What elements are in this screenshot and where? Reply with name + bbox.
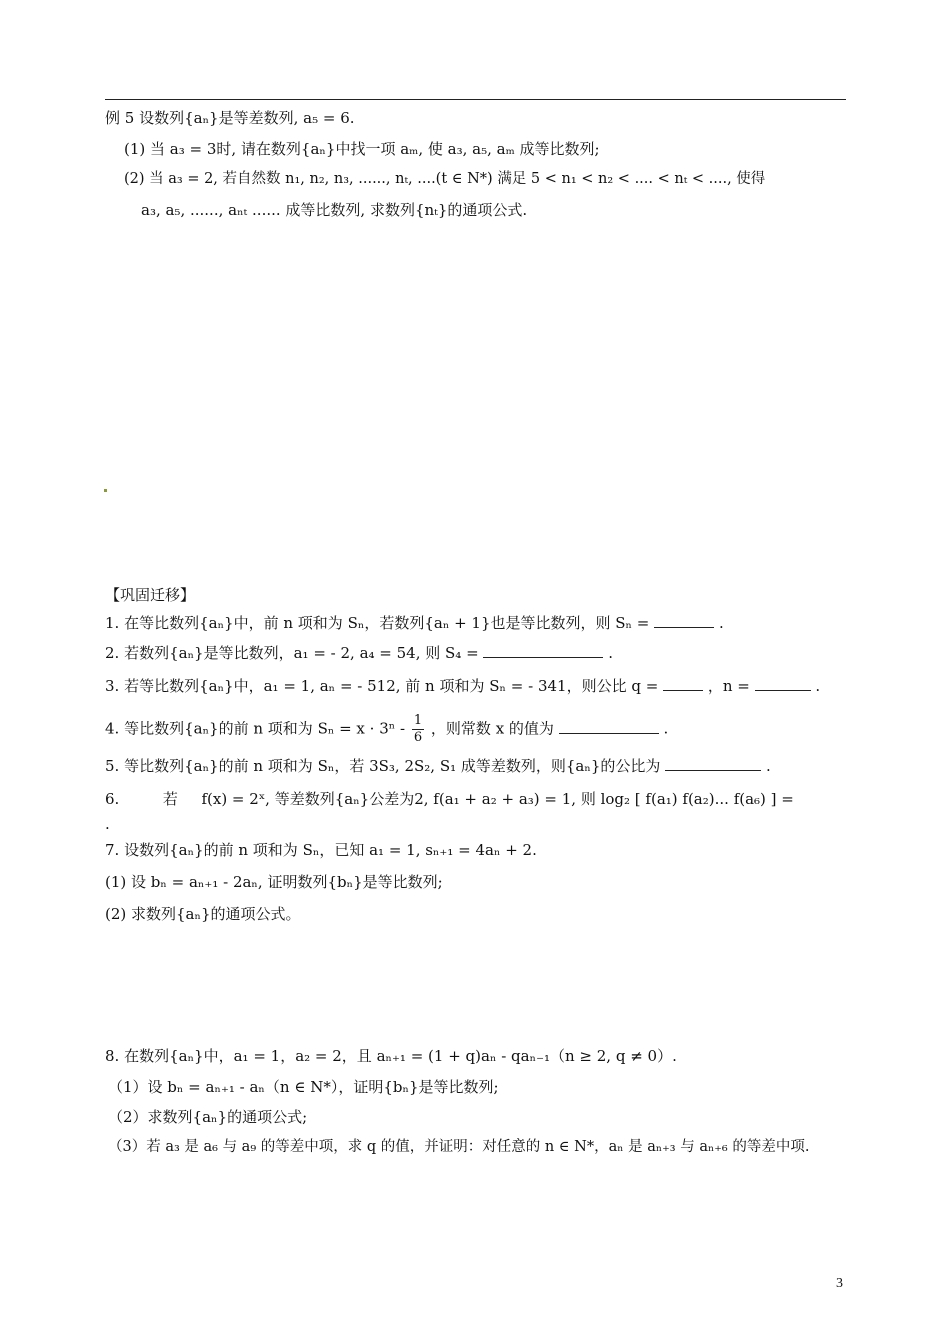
question-8: 8. 在数列{aₙ}中，a₁ = 1，a₂ = 2，且 aₙ₊₁ = (1 + q)aₙ - qaₙ₋₁（n ≥ 2, q ≠ 0）. <box>105 1047 677 1065</box>
question-7-part2: (2) 求数列{aₙ}的通项公式。 <box>105 905 301 923</box>
question-7-part1: (1) 设 bₙ = aₙ₊₁ - 2aₙ, 证明数列{bₙ}是等比数列; <box>105 873 443 891</box>
question-6-end: . <box>105 815 110 833</box>
answer-blank <box>483 643 603 658</box>
question-6-body: f(x) = 2ˣ, 等差数列{aₙ}公差为2, f(a₁ + a₂ + a₃) = 1, 则 log₂ [ f(a₁) f(a₂)... f(a₆) ] = <box>201 790 794 808</box>
question-7: 7. 设数列{aₙ}的前 n 项和为 Sₙ，已知 a₁ = 1, sₙ₊₁ = 4aₙ + 2. <box>105 841 537 859</box>
question-6-ruo: 若 <box>162 790 178 808</box>
question-3-end: . <box>815 677 821 695</box>
answer-blank <box>559 719 659 734</box>
section-heading: 【巩固迁移】 <box>105 586 196 604</box>
fraction <box>412 713 424 746</box>
question-6 <box>105 789 794 809</box>
question-5 <box>105 756 771 776</box>
question-4 <box>105 713 668 746</box>
question-8-part1: （1）设 bₙ = aₙ₊₁ - aₙ（n ∈ N*），证明{bₙ}是等比数列; <box>108 1078 499 1096</box>
question-1-end: . <box>718 614 724 632</box>
question-3-text: 3. 若等比数列{aₙ}中，a₁ = 1, aₙ = - 512, 前 n 项和为 Sₙ = - 341，则公比 q = <box>105 677 659 695</box>
question-6-number: 6. <box>105 790 120 808</box>
example5-title: 例 5 设数列{aₙ}是等差数列, a₅ = 6. <box>105 109 355 127</box>
question-3-mid: ，n = <box>707 677 750 695</box>
question-3 <box>105 676 820 696</box>
question-1 <box>105 613 724 633</box>
example5-part2-line1: (2) 当 a₃ = 2, 若自然数 n₁, n₂, n₃, ......, nₜ, ....(t ∈ N*) 满足 5 < n₁ < n₂ < .... < nₜ < ...., 使得 <box>124 171 766 187</box>
fraction-denominator: 6 <box>413 730 423 745</box>
stray-mark <box>104 489 107 492</box>
header-rule <box>105 99 846 100</box>
question-8-part3: （3）若 a₃ 是 a₆ 与 a₉ 的等差中项，求 q 的值，并证明：对任意的 n ∈ N*，aₙ 是 aₙ₊₃ 与 aₙ₊₆ 的等差中项. <box>108 1139 810 1155</box>
question-4-end: . <box>663 719 669 738</box>
page-number: 3 <box>836 1276 843 1291</box>
fraction-numerator: 1 <box>413 713 423 728</box>
question-5-text: 5. 等比数列{aₙ}的前 n 项和为 Sₙ，若 3S₃, 2S₂, S₁ 成等差数列，则{aₙ}的公比为 <box>105 757 661 775</box>
question-2-end: . <box>608 644 613 662</box>
question-2-text: 2. 若数列{aₙ}是等比数列，a₁ = - 2, a₄ = 54, 则 S₄ = <box>105 644 479 662</box>
question-8-part2: （2）求数列{aₙ}的通项公式; <box>108 1108 308 1126</box>
answer-blank <box>665 756 761 771</box>
answer-blank-n <box>755 676 811 691</box>
question-5-end: . <box>765 757 771 775</box>
answer-blank-q <box>663 676 703 691</box>
question-1-text: 1. 在等比数列{aₙ}中，前 n 项和为 Sₙ，若数列{aₙ + 1}也是等比数列，则 Sₙ = <box>105 614 650 632</box>
question-4-pre: 4. 等比数列{aₙ}的前 n 项和为 Sₙ = x · 3ⁿ - <box>105 719 406 738</box>
question-4-post: ，则常数 x 的值为 <box>430 719 554 738</box>
example5-part1: (1) 当 a₃ = 3时, 请在数列{aₙ}中找一项 aₘ, 使 a₃, a₅, aₘ 成等比数列; <box>124 140 600 158</box>
answer-blank <box>654 613 714 628</box>
question-2 <box>105 643 613 663</box>
example5-part2-line2: a₃, a₅, ......, aₙₜ ...... 成等比数列, 求数列{nₜ}的通项公式. <box>141 201 528 219</box>
